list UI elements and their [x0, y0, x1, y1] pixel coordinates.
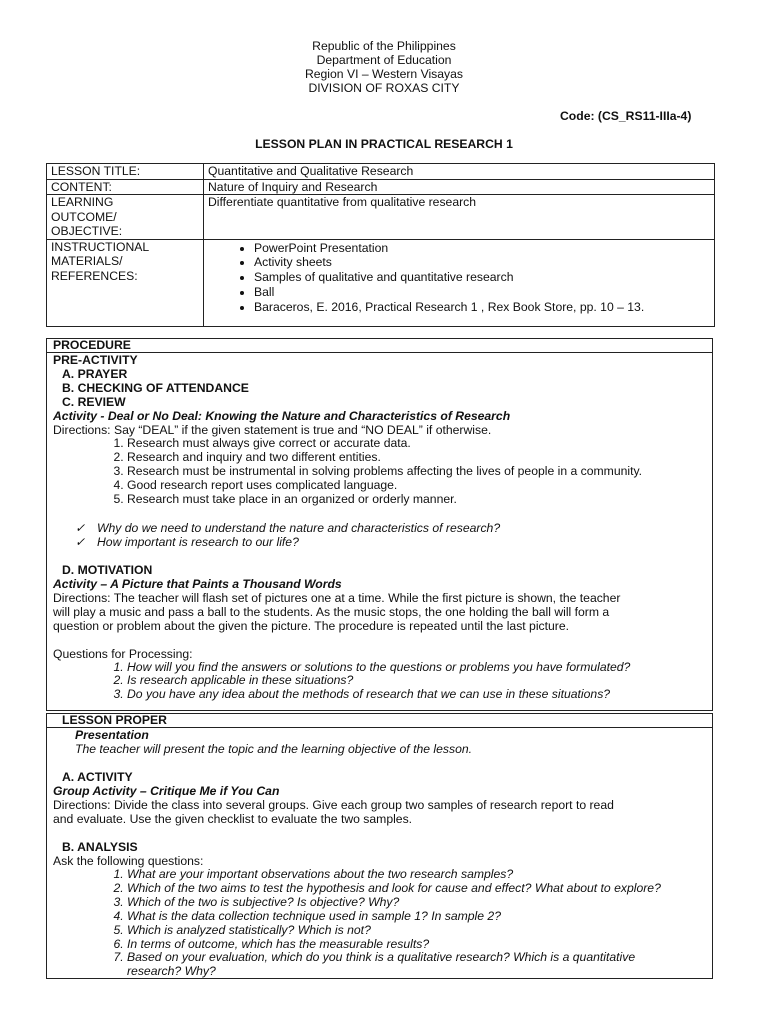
procedure-heading: PROCEDURE	[47, 339, 712, 353]
question-text: How important is research to our life?	[97, 534, 299, 549]
question-text: Why do we need to understand the nature and characteristics of research?	[97, 520, 501, 535]
materials-label-line: MATERIALS/	[51, 254, 123, 268]
check-icon: ✓	[75, 520, 86, 535]
outcome-label-line: LEARNING	[51, 195, 114, 209]
page-title: LESSON PLAN IN PRACTICAL RESEARCH 1	[255, 137, 513, 151]
list-item: 1. What are your important observations about the two research samples?	[127, 868, 712, 882]
content-value: Nature of Inquiry and Research	[204, 179, 715, 195]
prayer-heading: A. PRAYER	[62, 367, 128, 381]
list-item: 4. Good research report uses complicated language.	[127, 479, 712, 493]
review-statements	[47, 437, 712, 507]
list-item: 1. How will you find the answers or solutions to the questions or problems you have formulated?	[127, 661, 712, 675]
list-item: • Activity sheets	[254, 255, 710, 270]
lesson-info-table	[46, 163, 715, 327]
list-item	[127, 951, 712, 979]
list-item: 3. Research must be instrumental in solving problems affecting the lives of people in a community.	[127, 465, 712, 479]
group-activity-title: Group Activity – Critique Me if You Can	[53, 784, 280, 798]
motivation-activity-title: Activity – A Picture that Paints a Thousand Words	[53, 576, 342, 591]
list-item: 2. Research and inquiry and two different entities.	[127, 451, 712, 465]
list-item: 1. Research must always give correct or accurate data.	[127, 437, 712, 451]
list-item: 5. Research must take place in an organized or orderly manner.	[127, 493, 712, 507]
review-questions	[47, 521, 712, 549]
presentation-heading: Presentation	[75, 728, 149, 742]
row-materials	[47, 239, 715, 326]
analysis-heading: B. ANALYSIS	[62, 840, 138, 854]
activity-directions-line: and evaluate. Use the given checklist to evaluate the two samples.	[53, 812, 413, 826]
list-item	[75, 535, 712, 549]
processing-label: Questions for Processing:	[53, 646, 193, 661]
materials-value	[204, 239, 715, 326]
list-item: 3. Which of the two is subjective? Is objective? Why?	[127, 896, 712, 910]
list-item: 6. In terms of outcome, which has the measurable results?	[127, 938, 712, 952]
list-item: • Baraceros, E. 2016, Practical Research 1 , Rex Book Store, pp. 10 – 13.	[254, 300, 710, 315]
outcome-label	[47, 195, 204, 240]
question-text: Based on your evaluation, which do you think is a qualitative research? Which is a quantitative	[127, 950, 636, 965]
list-item: • PowerPoint Presentation	[254, 241, 710, 256]
lesson-proper-heading: LESSON PROPER	[47, 714, 712, 728]
outcome-label-line: OBJECTIVE:	[51, 224, 123, 238]
outcome-value: Differentiate quantitative from qualitative research	[204, 195, 715, 240]
lesson-title-value: Quantitative and Qualitative Research	[204, 164, 715, 180]
content-label: CONTENT:	[47, 179, 204, 195]
analysis-intro: Ask the following questions:	[53, 854, 204, 868]
review-directions: Directions: Say “DEAL” if the given statement is true and “NO DEAL” if otherwise.	[53, 423, 492, 437]
list-item: 5. Which is analyzed statistically? Which is not?	[127, 924, 712, 938]
materials-label	[47, 239, 204, 326]
review-heading: C. REVIEW	[62, 395, 126, 409]
header-republic: Republic of the Philippines	[312, 39, 456, 53]
attendance-heading: B. CHECKING OF ATTENDANCE	[62, 381, 249, 395]
header-division: DIVISION OF ROXAS CITY	[308, 81, 460, 95]
motivation-directions-line: question or problem about the given the picture. The procedure is repeated until the last picture.	[53, 618, 570, 633]
row-outcome	[47, 195, 715, 240]
activity-directions-line: Directions: Divide the class into several groups. Give each group two samples of research report to read	[53, 798, 614, 812]
list-item: • Samples of qualitative and quantitative research	[254, 270, 710, 285]
procedure-box	[46, 338, 713, 711]
question-text-cont: research? Why?	[127, 964, 216, 979]
motivation-heading: D. MOTIVATION	[62, 562, 153, 577]
list-item: 2. Which of the two aims to test the hypothesis and look for cause and effect? What about to explore?	[127, 882, 712, 896]
activity-heading: A. ACTIVITY	[62, 770, 133, 784]
pre-activity-heading: PRE-ACTIVITY	[53, 353, 138, 367]
outcome-label-line: OUTCOME/	[51, 209, 117, 224]
list-item: 3. Do you have any idea about the methods of research that we can use in these situations?	[127, 688, 712, 702]
lesson-title-label: LESSON TITLE:	[47, 164, 204, 180]
row-lesson-title	[47, 164, 715, 180]
list-item	[75, 521, 712, 535]
motivation-directions-line: Directions: The teacher will flash set of pictures one at a time. While the first picture is shown, the teacher	[53, 590, 621, 605]
materials-label-line: REFERENCES:	[51, 268, 138, 283]
materials-label-line: INSTRUCTIONAL	[51, 239, 150, 254]
row-content	[47, 179, 715, 195]
header-department: Department of Education	[316, 53, 452, 67]
lesson-proper-box	[46, 713, 713, 979]
list-item: 4. What is the data collection technique used in sample 1? In sample 2?	[127, 910, 712, 924]
analysis-questions	[47, 868, 712, 979]
list-item: • Ball	[254, 285, 710, 300]
motivation-directions-line: will play a music and pass a ball to the students. As the music stops, the one holding the ball will form a	[53, 604, 610, 619]
materials-list	[208, 241, 710, 315]
processing-questions	[47, 661, 712, 703]
review-activity-title: Activity - Deal or No Deal: Knowing the Nature and Characteristics of Research	[53, 409, 511, 423]
presentation-text: The teacher will present the topic and the learning objective of the lesson.	[75, 742, 473, 756]
header-region: Region VI – Western Visayas	[304, 67, 464, 81]
check-icon: ✓	[75, 534, 86, 549]
list-item: 2. Is research applicable in these situations?	[127, 674, 712, 688]
lesson-code: Code: (CS_RS11-IIIa-4)	[560, 109, 692, 123]
